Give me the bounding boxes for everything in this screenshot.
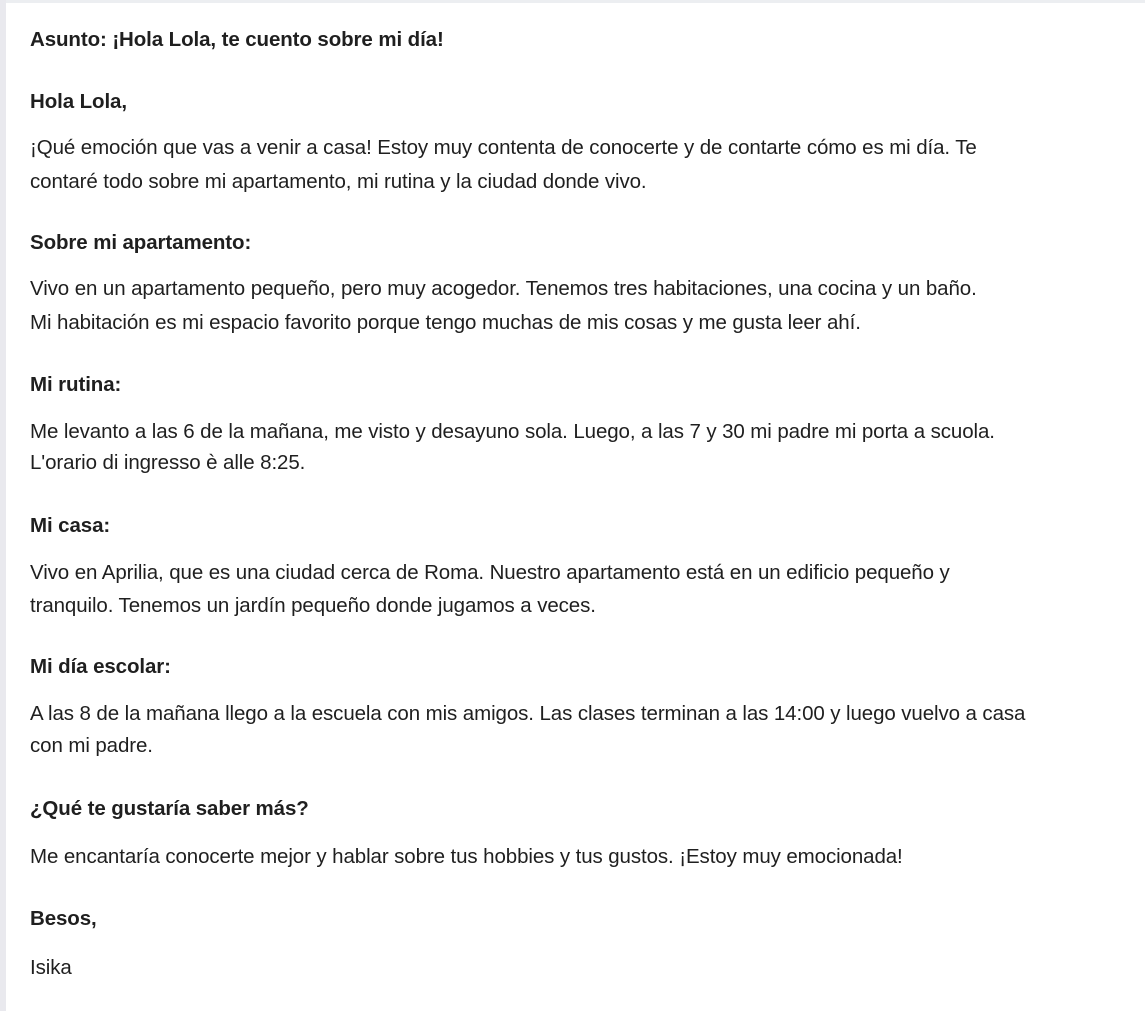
house-line-2: tranquilo. Tenemos un jardín pequeño donde jugamos a veces. — [30, 594, 596, 617]
greeting: Hola Lola, — [30, 90, 127, 113]
left-rail — [0, 0, 6, 1011]
intro-line-2: contaré todo sobre mi apartamento, mi rutina y la ciudad donde vivo. — [30, 170, 647, 193]
section-heading-house: Mi casa: — [30, 514, 111, 537]
question-line-1: Me encantaría conocerte mejor y hablar sobre tus hobbies y tus gustos. ¡Estoy muy emocionada! — [30, 845, 903, 868]
subject-line: Asunto: ¡Hola Lola, te cuento sobre mi día! — [30, 28, 444, 51]
house-line-1: Vivo en Aprilia, que es una ciudad cerca de Roma. Nuestro apartamento está en un edificio pequeño y — [30, 561, 950, 584]
apartment-line-1: Vivo en un apartamento pequeño, pero muy acogedor. Tenemos tres habitaciones, una cocina y un baño. — [30, 277, 977, 300]
routine-line-2: L'orario di ingresso è alle 8:25. — [30, 451, 306, 474]
section-heading-question: ¿Qué te gustaría saber más? — [30, 797, 309, 820]
section-heading-routine: Mi rutina: — [30, 373, 122, 396]
closing: Besos, — [30, 907, 97, 930]
school-day-line-2: con mi padre. — [30, 734, 153, 757]
section-heading-apartment: Sobre mi apartamento: — [30, 231, 252, 254]
school-day-line-1: A las 8 de la mañana llego a la escuela con mis amigos. Las clases terminan a las 14:00 y luego vuelvo a casa — [30, 702, 1026, 725]
signature: Isika — [30, 956, 72, 979]
routine-line-1: Me levanto a las 6 de la mañana, me visto y desayuno sola. Luego, a las 7 y 30 mi padre mi porta a scuola. — [30, 420, 995, 443]
intro-line-1: ¡Qué emoción que vas a venir a casa! Estoy muy contenta de conocerte y de contarte cómo es mi día. Te — [30, 136, 977, 159]
section-heading-school-day: Mi día escolar: — [30, 655, 171, 678]
apartment-line-2: Mi habitación es mi espacio favorito porque tengo muchas de mis cosas y me gusta leer ahí. — [30, 311, 861, 334]
top-divider — [6, 0, 1145, 3]
